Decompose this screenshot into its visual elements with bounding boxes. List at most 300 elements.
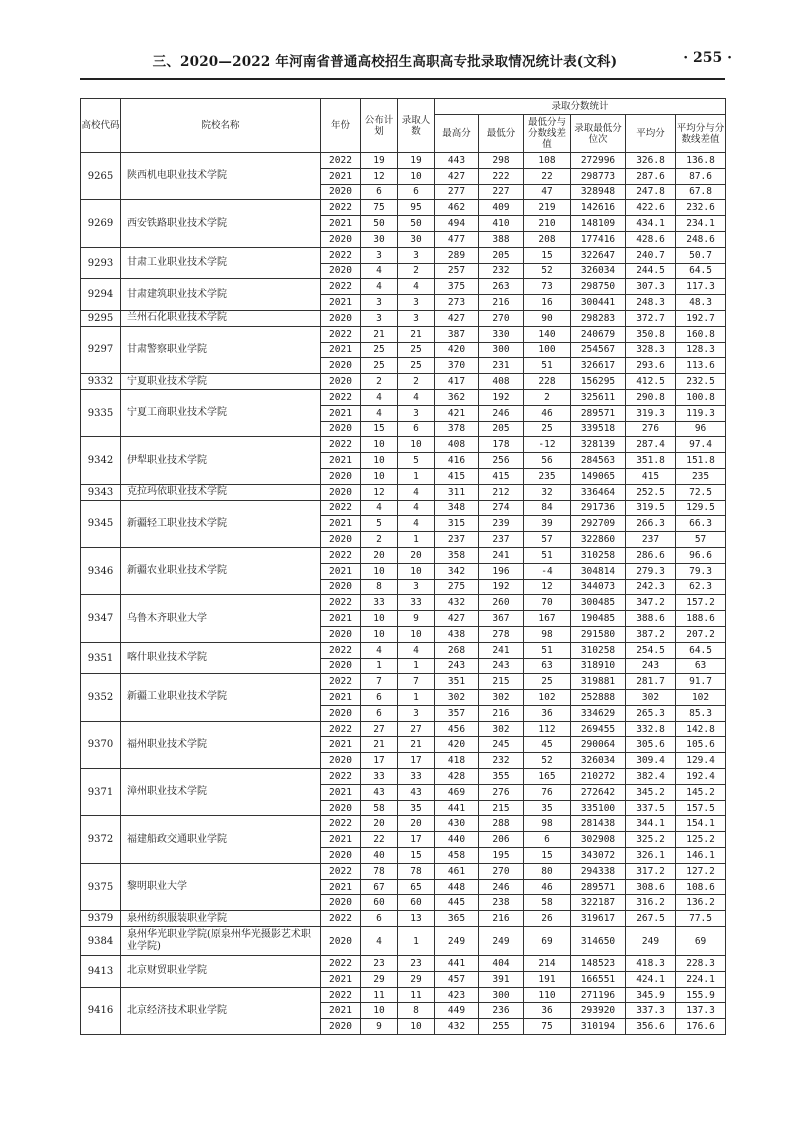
table-row [81, 500, 726, 516]
cell-avg-diff: 85.3 [676, 705, 726, 721]
cell-max: 494 [435, 216, 479, 232]
cell-admitted: 33 [398, 769, 435, 785]
cell-max: 365 [435, 911, 479, 927]
cell-admitted: 10 [398, 626, 435, 642]
cell-avg: 350.8 [626, 326, 676, 342]
cell-avg-diff: 64.5 [676, 642, 726, 658]
school-code: 9371 [81, 769, 121, 816]
cell-avg: 290.8 [626, 389, 676, 405]
cell-plan: 33 [361, 595, 398, 611]
cell-avg-diff: 128.3 [676, 342, 726, 358]
cell-rank: 291736 [571, 500, 626, 516]
header-score-group: 录取分数统计 [435, 99, 726, 115]
cell-avg-diff: 176.6 [676, 1019, 726, 1035]
cell-rank: 310194 [571, 1019, 626, 1035]
cell-admitted: 4 [398, 500, 435, 516]
cell-max: 416 [435, 453, 479, 469]
header-min: 最低分 [479, 115, 524, 153]
cell-avg-diff: 119.3 [676, 405, 726, 421]
cell-min-diff: 58 [524, 895, 571, 911]
cell-min: 196 [479, 563, 524, 579]
cell-year: 2021 [321, 405, 361, 421]
cell-min: 391 [479, 971, 524, 987]
cell-year: 2021 [321, 453, 361, 469]
school-code: 9375 [81, 863, 121, 910]
cell-year: 2020 [321, 263, 361, 279]
cell-min: 409 [479, 200, 524, 216]
cell-year: 2020 [321, 579, 361, 595]
cell-min: 249 [479, 927, 524, 956]
cell-max: 445 [435, 895, 479, 911]
cell-min: 205 [479, 247, 524, 263]
cell-admitted: 19 [398, 153, 435, 169]
cell-avg-diff: 137.3 [676, 1003, 726, 1019]
cell-avg: 279.3 [626, 563, 676, 579]
cell-min-diff: 45 [524, 737, 571, 753]
cell-min-diff: 51 [524, 358, 571, 374]
cell-avg-diff: 192.7 [676, 310, 726, 326]
cell-avg-diff: 113.6 [676, 358, 726, 374]
cell-year: 2020 [321, 800, 361, 816]
cell-avg: 412.5 [626, 374, 676, 390]
cell-min-diff: 219 [524, 200, 571, 216]
cell-year: 2020 [321, 532, 361, 548]
cell-min-diff: 46 [524, 879, 571, 895]
cell-year: 2021 [321, 690, 361, 706]
cell-avg-diff: 234.1 [676, 216, 726, 232]
cell-max: 358 [435, 547, 479, 563]
cell-avg-diff: 77.5 [676, 911, 726, 927]
cell-year: 2022 [321, 247, 361, 263]
cell-min: 178 [479, 437, 524, 453]
cell-min-diff: 214 [524, 956, 571, 972]
cell-avg-diff: 146.1 [676, 848, 726, 864]
cell-avg: 356.6 [626, 1019, 676, 1035]
cell-max: 440 [435, 832, 479, 848]
cell-avg: 243 [626, 658, 676, 674]
cell-min: 246 [479, 879, 524, 895]
cell-avg: 344.1 [626, 816, 676, 832]
cell-min-diff: 12 [524, 579, 571, 595]
cell-rank: 328948 [571, 184, 626, 200]
cell-year: 2021 [321, 342, 361, 358]
cell-rank: 190485 [571, 611, 626, 627]
cell-rank: 142616 [571, 200, 626, 216]
school-name: 北京经济技术职业学院 [121, 987, 321, 1034]
cell-year: 2020 [321, 468, 361, 484]
cell-avg: 387.2 [626, 626, 676, 642]
cell-year: 2022 [321, 389, 361, 405]
cell-min-diff: 16 [524, 295, 571, 311]
cell-year: 2021 [321, 563, 361, 579]
cell-avg-diff: 100.8 [676, 389, 726, 405]
cell-rank: 289571 [571, 405, 626, 421]
cell-rank: 302908 [571, 832, 626, 848]
cell-rank: 272642 [571, 784, 626, 800]
cell-rank: 343072 [571, 848, 626, 864]
cell-max: 443 [435, 153, 479, 169]
cell-min: 270 [479, 863, 524, 879]
cell-year: 2020 [321, 848, 361, 864]
school-name: 福建船政交通职业学院 [121, 816, 321, 863]
school-name: 陕西机电职业技术学院 [121, 153, 321, 200]
school-name: 宁夏工商职业技术学院 [121, 389, 321, 436]
cell-admitted: 3 [398, 295, 435, 311]
table-row [81, 153, 726, 169]
cell-max: 441 [435, 800, 479, 816]
cell-avg-diff: 96 [676, 421, 726, 437]
cell-rank: 322187 [571, 895, 626, 911]
header-max: 最高分 [435, 115, 479, 153]
table-row [81, 484, 726, 500]
cell-max: 257 [435, 263, 479, 279]
cell-admitted: 4 [398, 389, 435, 405]
cell-min: 263 [479, 279, 524, 295]
cell-min: 238 [479, 895, 524, 911]
cell-min: 255 [479, 1019, 524, 1035]
cell-plan: 10 [361, 453, 398, 469]
cell-plan: 4 [361, 263, 398, 279]
cell-min: 298 [479, 153, 524, 169]
cell-avg-diff: 145.2 [676, 784, 726, 800]
cell-plan: 10 [361, 626, 398, 642]
cell-max: 387 [435, 326, 479, 342]
cell-avg: 345.2 [626, 784, 676, 800]
cell-max: 277 [435, 184, 479, 200]
cell-plan: 25 [361, 358, 398, 374]
cell-plan: 4 [361, 389, 398, 405]
cell-avg: 249 [626, 927, 676, 956]
cell-avg-diff: 48.3 [676, 295, 726, 311]
school-name: 新疆工业职业技术学院 [121, 674, 321, 721]
header-year: 年份 [321, 99, 361, 153]
table-row [81, 769, 726, 785]
cell-plan: 25 [361, 342, 398, 358]
cell-admitted: 25 [398, 358, 435, 374]
cell-avg-diff: 228.3 [676, 956, 726, 972]
cell-plan: 2 [361, 532, 398, 548]
cell-max: 457 [435, 971, 479, 987]
cell-avg-diff: 192.4 [676, 769, 726, 785]
cell-rank: 290064 [571, 737, 626, 753]
cell-year: 2022 [321, 279, 361, 295]
cell-admitted: 10 [398, 1019, 435, 1035]
cell-min: 274 [479, 500, 524, 516]
cell-avg: 319.3 [626, 405, 676, 421]
cell-avg-diff: 129.5 [676, 500, 726, 516]
cell-year: 2022 [321, 674, 361, 690]
cell-rank: 326034 [571, 263, 626, 279]
cell-max: 415 [435, 468, 479, 484]
table-row [81, 674, 726, 690]
cell-avg-diff: 63 [676, 658, 726, 674]
cell-min: 243 [479, 658, 524, 674]
cell-min: 367 [479, 611, 524, 627]
cell-min: 260 [479, 595, 524, 611]
cell-plan: 6 [361, 705, 398, 721]
cell-admitted: 20 [398, 547, 435, 563]
cell-admitted: 50 [398, 216, 435, 232]
cell-max: 289 [435, 247, 479, 263]
cell-avg: 317.2 [626, 863, 676, 879]
cell-max: 420 [435, 737, 479, 753]
school-code: 9294 [81, 279, 121, 311]
cell-min-diff: 26 [524, 911, 571, 927]
cell-admitted: 10 [398, 437, 435, 453]
cell-max: 357 [435, 705, 479, 721]
cell-plan: 17 [361, 753, 398, 769]
header-name: 院校名称 [121, 99, 321, 153]
cell-min-diff: 208 [524, 231, 571, 247]
cell-year: 2022 [321, 500, 361, 516]
cell-rank: 304814 [571, 563, 626, 579]
cell-min-diff: 51 [524, 547, 571, 563]
cell-plan: 1 [361, 658, 398, 674]
cell-year: 2021 [321, 611, 361, 627]
cell-avg: 337.3 [626, 1003, 676, 1019]
cell-plan: 15 [361, 421, 398, 437]
cell-rank: 344073 [571, 579, 626, 595]
cell-max: 275 [435, 579, 479, 595]
cell-avg-diff: 154.1 [676, 816, 726, 832]
school-name: 乌鲁木齐职业大学 [121, 595, 321, 642]
table-row [81, 642, 726, 658]
cell-max: 449 [435, 1003, 479, 1019]
school-code: 9265 [81, 153, 121, 200]
cell-min: 227 [479, 184, 524, 200]
cell-plan: 67 [361, 879, 398, 895]
cell-year: 2021 [321, 832, 361, 848]
cell-avg: 247.8 [626, 184, 676, 200]
school-code: 9332 [81, 374, 121, 390]
cell-max: 417 [435, 374, 479, 390]
cell-max: 448 [435, 879, 479, 895]
cell-min: 270 [479, 310, 524, 326]
cell-rank: 310258 [571, 642, 626, 658]
cell-min: 215 [479, 674, 524, 690]
cell-min: 222 [479, 168, 524, 184]
cell-max: 438 [435, 626, 479, 642]
cell-rank: 272996 [571, 153, 626, 169]
table-row [81, 326, 726, 342]
school-code: 9372 [81, 816, 121, 863]
cell-avg: 415 [626, 468, 676, 484]
cell-min: 241 [479, 547, 524, 563]
cell-admitted: 27 [398, 721, 435, 737]
cell-min: 330 [479, 326, 524, 342]
cell-admitted: 3 [398, 705, 435, 721]
cell-min-diff: 98 [524, 816, 571, 832]
cell-avg: 345.9 [626, 987, 676, 1003]
cell-avg-diff: 125.2 [676, 832, 726, 848]
school-name: 西安铁路职业技术学院 [121, 200, 321, 247]
cell-min-diff: -4 [524, 563, 571, 579]
cell-avg-diff: 129.4 [676, 753, 726, 769]
cell-max: 456 [435, 721, 479, 737]
cell-plan: 43 [361, 784, 398, 800]
cell-min-diff: 108 [524, 153, 571, 169]
cell-min-diff: 112 [524, 721, 571, 737]
cell-min: 410 [479, 216, 524, 232]
cell-max: 432 [435, 595, 479, 611]
cell-avg: 237 [626, 532, 676, 548]
cell-max: 469 [435, 784, 479, 800]
cell-plan: 5 [361, 516, 398, 532]
cell-max: 370 [435, 358, 479, 374]
cell-min-diff: 140 [524, 326, 571, 342]
cell-admitted: 10 [398, 563, 435, 579]
cell-year: 2020 [321, 895, 361, 911]
table-row [81, 437, 726, 453]
cell-max: 427 [435, 611, 479, 627]
cell-min: 206 [479, 832, 524, 848]
cell-min: 216 [479, 911, 524, 927]
cell-admitted: 43 [398, 784, 435, 800]
cell-year: 2022 [321, 769, 361, 785]
cell-avg: 351.8 [626, 453, 676, 469]
cell-admitted: 1 [398, 532, 435, 548]
cell-admitted: 4 [398, 484, 435, 500]
school-code: 9342 [81, 437, 121, 484]
cell-min: 288 [479, 816, 524, 832]
cell-min: 236 [479, 1003, 524, 1019]
cell-avg: 305.6 [626, 737, 676, 753]
cell-min-diff: 51 [524, 642, 571, 658]
table-row [81, 987, 726, 1003]
cell-plan: 10 [361, 1003, 398, 1019]
cell-admitted: 29 [398, 971, 435, 987]
cell-admitted: 78 [398, 863, 435, 879]
cell-min-diff: 165 [524, 769, 571, 785]
cell-min-diff: 15 [524, 247, 571, 263]
cell-max: 421 [435, 405, 479, 421]
cell-year: 2022 [321, 721, 361, 737]
cell-min-diff: 25 [524, 674, 571, 690]
cell-min: 300 [479, 342, 524, 358]
cell-max: 237 [435, 532, 479, 548]
cell-min-diff: 69 [524, 927, 571, 956]
cell-admitted: 60 [398, 895, 435, 911]
school-code: 9346 [81, 547, 121, 594]
cell-avg: 286.6 [626, 547, 676, 563]
cell-max: 311 [435, 484, 479, 500]
cell-avg: 281.7 [626, 674, 676, 690]
cell-avg-diff: 87.6 [676, 168, 726, 184]
cell-avg-diff: 155.9 [676, 987, 726, 1003]
cell-min-diff: 36 [524, 1003, 571, 1019]
cell-plan: 60 [361, 895, 398, 911]
table-row [81, 247, 726, 263]
cell-avg: 240.7 [626, 247, 676, 263]
cell-year: 2020 [321, 231, 361, 247]
cell-min-diff: 46 [524, 405, 571, 421]
cell-avg: 287.6 [626, 168, 676, 184]
cell-min: 232 [479, 263, 524, 279]
school-code: 9384 [81, 927, 121, 956]
cell-avg-diff: 79.3 [676, 563, 726, 579]
table-body [81, 153, 726, 1035]
cell-min-diff: 191 [524, 971, 571, 987]
cell-max: 461 [435, 863, 479, 879]
cell-avg: 418.3 [626, 956, 676, 972]
table-row [81, 389, 726, 405]
cell-avg-diff: 207.2 [676, 626, 726, 642]
cell-rank: 319881 [571, 674, 626, 690]
cell-year: 2022 [321, 547, 361, 563]
cell-min-diff: 75 [524, 1019, 571, 1035]
cell-min-diff: 210 [524, 216, 571, 232]
cell-rank: 210272 [571, 769, 626, 785]
school-name: 兰州石化职业技术学院 [121, 310, 321, 326]
cell-admitted: 4 [398, 516, 435, 532]
cell-admitted: 20 [398, 816, 435, 832]
header-rank: 录取最低分位次 [571, 115, 626, 153]
cell-max: 427 [435, 310, 479, 326]
cell-year: 2022 [321, 437, 361, 453]
cell-plan: 4 [361, 500, 398, 516]
cell-rank: 148523 [571, 956, 626, 972]
cell-min-diff: 52 [524, 753, 571, 769]
cell-rank: 291580 [571, 626, 626, 642]
cell-rank: 334629 [571, 705, 626, 721]
cell-min-diff: 47 [524, 184, 571, 200]
school-code: 9343 [81, 484, 121, 500]
cell-plan: 27 [361, 721, 398, 737]
cell-avg: 309.4 [626, 753, 676, 769]
cell-year: 2022 [321, 326, 361, 342]
cell-min: 216 [479, 295, 524, 311]
table-row [81, 816, 726, 832]
cell-rank: 149065 [571, 468, 626, 484]
cell-rank: 335100 [571, 800, 626, 816]
cell-min-diff: 56 [524, 453, 571, 469]
cell-year: 2022 [321, 816, 361, 832]
cell-year: 2020 [321, 358, 361, 374]
cell-min: 415 [479, 468, 524, 484]
cell-avg-diff: 72.5 [676, 484, 726, 500]
cell-rank: 325611 [571, 389, 626, 405]
cell-max: 342 [435, 563, 479, 579]
cell-avg-diff: 64.5 [676, 263, 726, 279]
cell-min: 302 [479, 721, 524, 737]
cell-min: 404 [479, 956, 524, 972]
cell-avg-diff: 97.4 [676, 437, 726, 453]
cell-min-diff: 228 [524, 374, 571, 390]
cell-admitted: 30 [398, 231, 435, 247]
cell-year: 2020 [321, 658, 361, 674]
cell-max: 378 [435, 421, 479, 437]
school-name: 新疆农业职业技术学院 [121, 547, 321, 594]
cell-plan: 29 [361, 971, 398, 987]
cell-rank: 177416 [571, 231, 626, 247]
cell-min-diff: 35 [524, 800, 571, 816]
cell-plan: 10 [361, 611, 398, 627]
school-name: 泉州纺织服装职业学院 [121, 911, 321, 927]
cell-min: 239 [479, 516, 524, 532]
school-code: 9413 [81, 956, 121, 988]
school-name: 宁夏职业技术学院 [121, 374, 321, 390]
cell-avg-diff: 127.2 [676, 863, 726, 879]
cell-avg: 266.3 [626, 516, 676, 532]
cell-year: 2020 [321, 927, 361, 956]
cell-min-diff: 15 [524, 848, 571, 864]
cell-year: 2021 [321, 295, 361, 311]
cell-year: 2022 [321, 595, 361, 611]
cell-max: 351 [435, 674, 479, 690]
cell-avg: 328.3 [626, 342, 676, 358]
cell-rank: 318910 [571, 658, 626, 674]
cell-min: 192 [479, 389, 524, 405]
